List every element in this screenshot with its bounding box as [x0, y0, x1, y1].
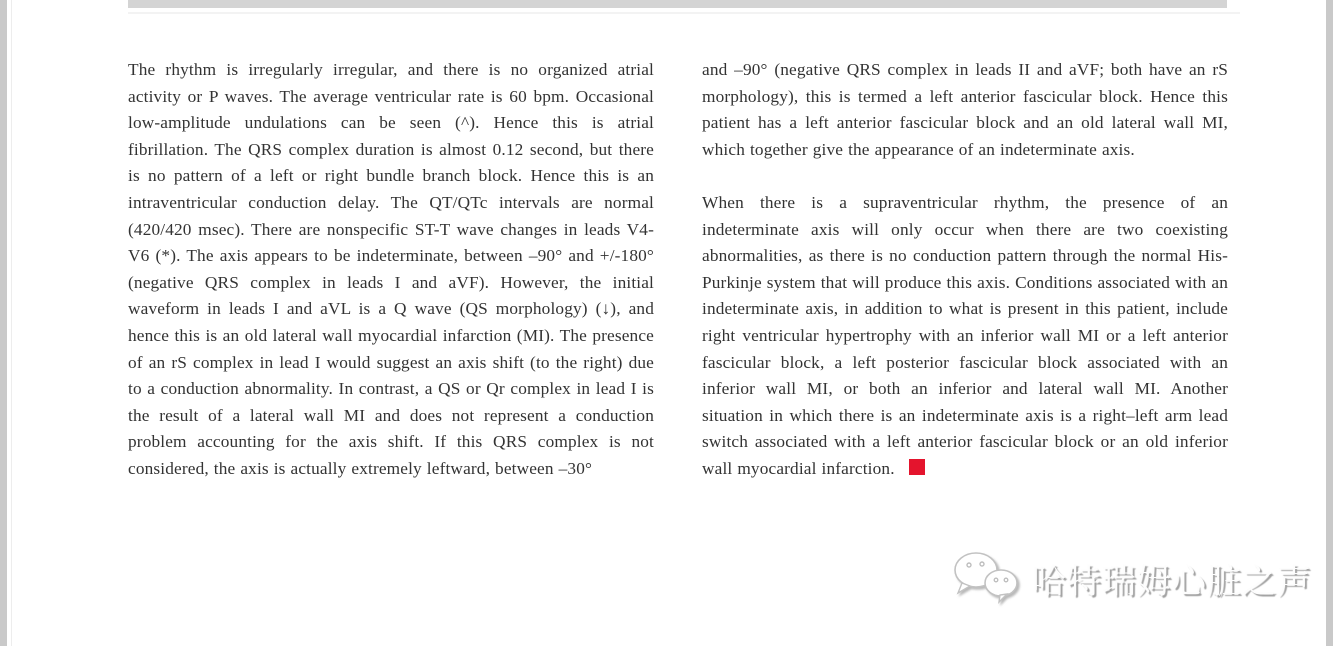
watermark: [952, 548, 1312, 609]
paragraph-right-1: and –90° (negative QRS complex in leads II and aVF; both have an rS morphology), this is termed a left anterior fascicular block. Hence this patient has a left anterior fascicular block and an old lateral wall MI, which together give the appearance of an indeterminate axis.: [702, 60, 1228, 159]
top-bar-shadow: [128, 12, 1240, 14]
paragraph-right-2: [702, 190, 1228, 483]
end-marker: [909, 459, 925, 475]
paragraph-right-2-text: When there is a supraventricular rhythm, the presence of an indeterminate axis will only occur when there are two coexisting abnormalities, as there is no conduction pattern through the normal His-Purkinje system that will produce this axis. Conditions associated with an indeterminate axis, in addition to what is present in this patient, include right ventricular hypertrophy with an inferior wall MI or a left anterior fascicular block, a left posterior fascicular block associated with an inferior wall MI, or both an inferior and lateral wall MI. Another situation in which there is an indeterminate axis is a right–left arm lead switch associated with a left anterior fascicular block or an old inferior wall myocardial infarction.: [702, 192, 1228, 478]
page-edge-left: [0, 0, 7, 646]
left-column: [128, 57, 654, 483]
top-bar: [128, 0, 1227, 8]
paragraph-left: The rhythm is irregularly irregular, and there is no organized atrial activity or P waves. The average ventricular rate is 60 bpm. Occasional low-amplitude undulations can be seen (^). Hence this is atrial fibrillation. The QRS complex duration is almost 0.12 second, but there is no pattern of a left or right bundle branch block. Hence this is an intraventricular conduction delay. The QT/QTc intervals are normal (420/420 msec). There are nonspecific ST-T wave changes in leads V4-V6 (*). The axis appears to be indeterminate, between –90° and +/-180° (negative QRS complex in leads I and aVF). However, the initial waveform in leads I and aVL is a Q wave (QS morphology) (↓), and hence this is an old lateral wall myocardial infarction (MI). The presence of an rS complex in lead I would suggest an axis shift (to the right) due to a conduction abnormality. In contrast, a QS or Qr complex in lead I is the result of a lateral wall MI and does not represent a conduction problem accounting for the axis shift. If this QRS complex is not considered, the axis is actually extremely leftward, between –30°: [128, 60, 654, 478]
right-column: [702, 57, 1228, 483]
page-edge-right: [1326, 0, 1333, 646]
page-edge-hairline: [11, 0, 12, 646]
wechat-chat-bubbles-icon: [952, 548, 1022, 609]
watermark-text: 哈特瑞姆心脏之声: [1032, 562, 1312, 602]
text-columns: [128, 57, 1228, 483]
